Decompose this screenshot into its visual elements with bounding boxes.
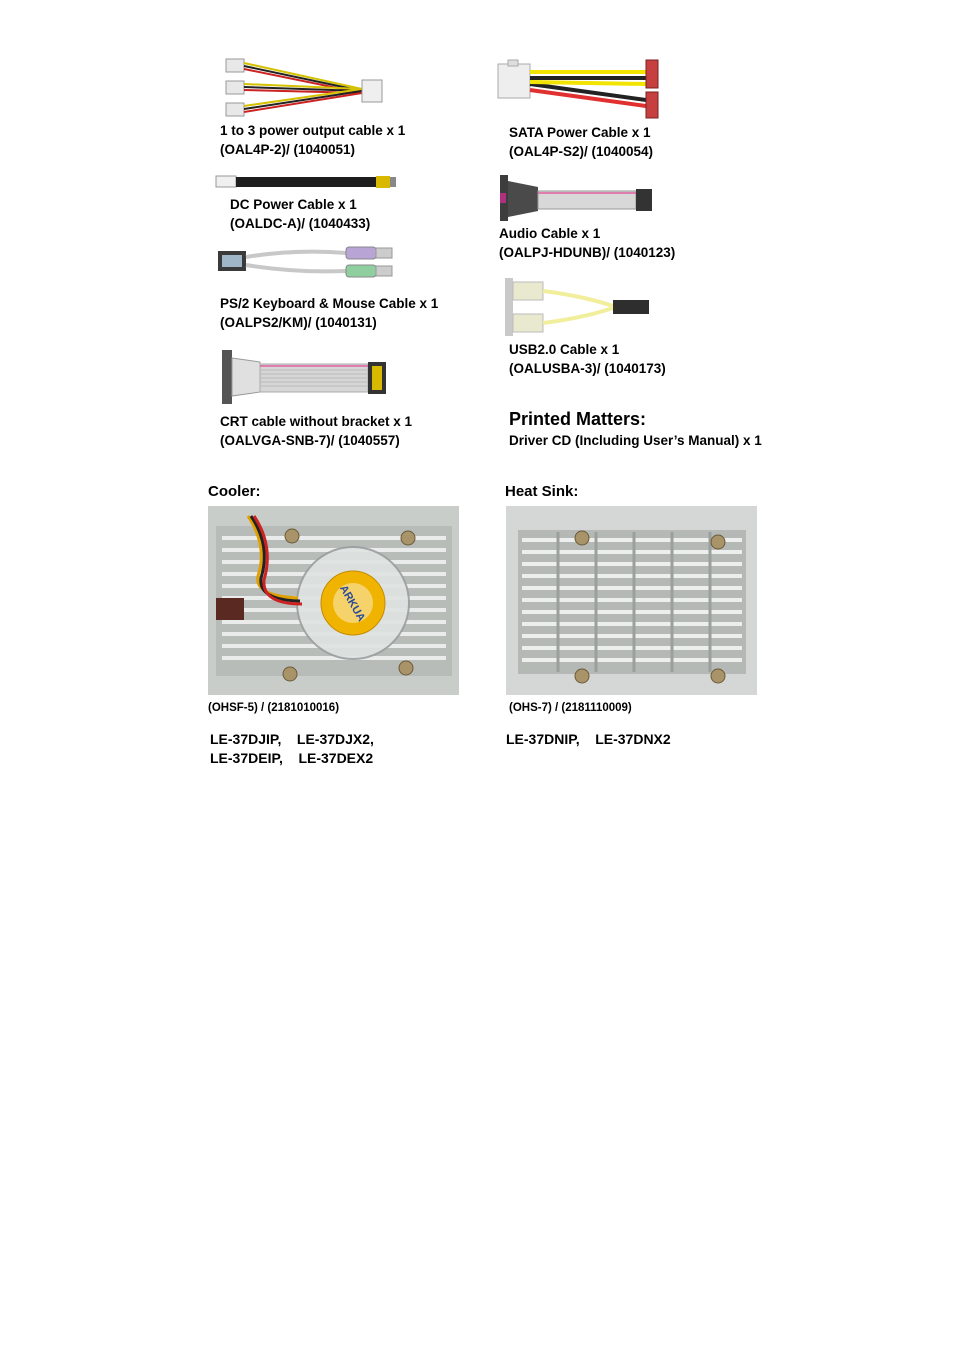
item-part-number: (OALPS2/KM)/ (1040131)	[220, 315, 377, 330]
heatsink-part-number: (OHS-7) / (2181110009)	[509, 702, 632, 714]
cooler-part-number: (OHSF-5) / (2181010016)	[208, 702, 340, 714]
item-part-number: (OALUSBA-3)/ (1040173)	[509, 361, 666, 376]
heatsink-heading: Heat Sink:	[505, 483, 579, 500]
cooler-models-line: LE-37DJIP, LE-37DJX2,	[210, 731, 374, 747]
dc-power-label	[230, 195, 370, 233]
printed-matters-title: Printed Matters:	[509, 409, 647, 429]
item-part-number: (OAL4P-2)/ (1040051)	[220, 142, 356, 157]
item-name: CRT cable without bracket x 1	[220, 414, 413, 429]
cooler-models-line: LE-37DEIP, LE-37DEX2	[210, 750, 374, 766]
audio-cable-photo	[498, 173, 656, 223]
sata-power-cable-photo	[496, 56, 662, 122]
heatsink-models	[506, 730, 671, 749]
heatsink-models-line: LE-37DNIP, LE-37DNX2	[506, 731, 671, 747]
item-name: SATA Power Cable x 1	[509, 125, 651, 140]
power-splitter-cable-photo	[222, 55, 387, 120]
ps2-cable-photo	[216, 243, 400, 281]
heatsink-photo	[506, 506, 757, 695]
fan-logo-text: ARKUA	[337, 583, 368, 624]
item-part-number: (OALDC-A)/ (1040433)	[230, 216, 371, 231]
ps2-label	[220, 294, 438, 332]
usb-label	[509, 340, 666, 378]
item-name: USB2.0 Cable x 1	[509, 342, 620, 357]
crt-cable-photo	[220, 348, 390, 406]
usb-cable-photo	[503, 276, 655, 338]
item-name: PS/2 Keyboard & Mouse Cable x 1	[220, 296, 439, 311]
item-name: Audio Cable x 1	[499, 226, 601, 241]
printed-matters-item: Driver CD (Including User’s Manual) x 1	[509, 433, 762, 448]
power-splitter-label	[220, 121, 405, 159]
item-part-number: (OAL4P-S2)/ (1040054)	[509, 144, 654, 159]
cooler-heading: Cooler:	[208, 483, 261, 500]
dc-power-cable-photo	[214, 172, 398, 192]
sata-power-label	[509, 123, 653, 161]
item-name: DC Power Cable x 1	[230, 197, 357, 212]
cooler-models	[210, 730, 374, 768]
item-part-number: (OALVGA-SNB-7)/ (1040557)	[220, 433, 400, 448]
cooler-photo	[208, 506, 459, 695]
crt-label	[220, 412, 412, 450]
audio-label	[499, 224, 675, 262]
item-name: 1 to 3 power output cable x 1	[220, 123, 406, 138]
item-part-number: (OALPJ-HDUNB)/ (1040123)	[499, 245, 676, 260]
